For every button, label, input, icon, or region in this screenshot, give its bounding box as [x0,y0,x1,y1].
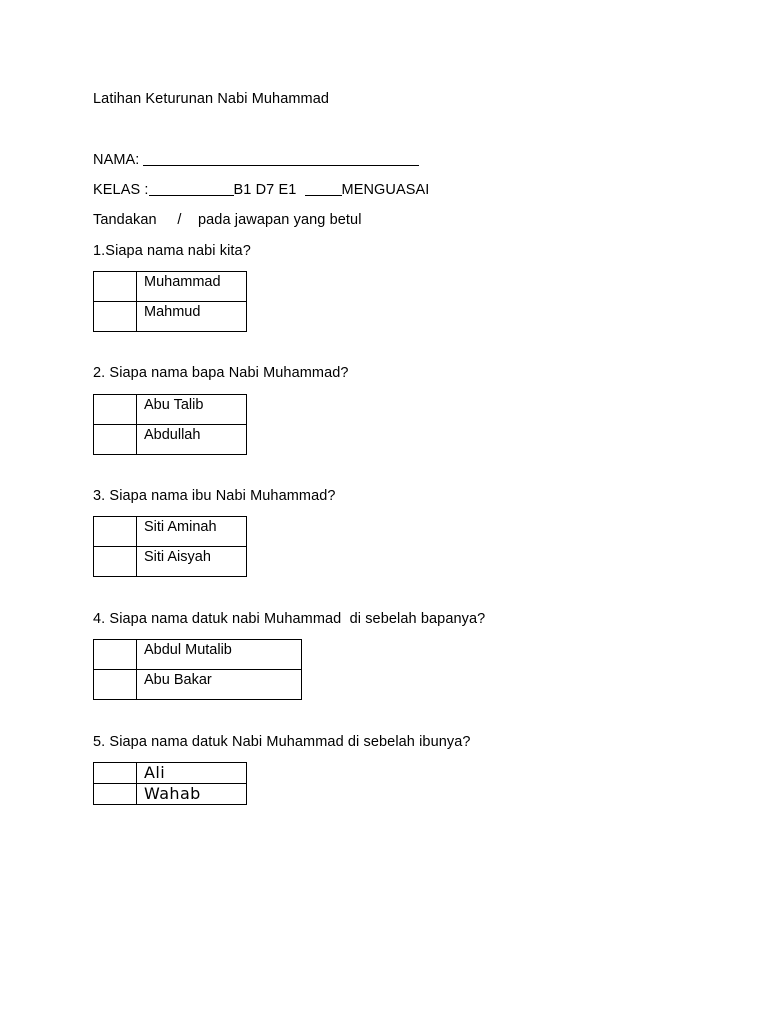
option-row [94,517,247,547]
name-field-row [93,151,419,169]
question-5-options [93,762,247,805]
option-row [94,640,302,670]
option-label: Abu Talib [137,395,247,425]
option-label: Wahab [137,784,247,805]
question-5-text: 5. Siapa nama datuk Nabi Muhammad di sebelah ibunya? [93,734,471,750]
option-label: Abdul Mutalib [137,640,302,670]
option-row [94,425,247,455]
answer-checkbox[interactable] [94,395,137,425]
option-label: Abdullah [137,425,247,455]
name-label: NAMA: [93,152,140,168]
answer-checkbox[interactable] [94,425,137,455]
instruction-text: Tandakan / pada jawapan yang betul [93,212,362,228]
class-level-codes: B1 D7 E1 [233,182,301,198]
option-label: Siti Aminah [137,517,247,547]
mastery-label: MENGUASAI [341,182,430,198]
question-2-options [93,394,247,455]
question-1-text: 1.Siapa nama nabi kita? [93,243,251,259]
option-label: Siti Aisyah [137,547,247,577]
question-3-options [93,516,247,577]
question-3-text: 3. Siapa nama ibu Nabi Muhammad? [93,488,336,504]
answer-checkbox[interactable] [94,547,137,577]
option-row [94,784,247,805]
option-label: Muhammad [137,272,247,302]
question-4-text: 4. Siapa nama datuk nabi Muhammad di sebelah bapanya? [93,611,486,627]
question-4-options [93,639,302,700]
option-row [94,670,302,700]
option-label: Mahmud [137,302,247,332]
answer-checkbox[interactable] [94,670,137,700]
option-row [94,272,247,302]
answer-checkbox[interactable] [94,784,137,805]
mastery-blank-line[interactable] [305,195,342,196]
question-1-options [93,271,247,332]
option-row [94,547,247,577]
option-label: Abu Bakar [137,670,302,700]
answer-checkbox[interactable] [94,517,137,547]
option-row [94,302,247,332]
answer-checkbox[interactable] [94,640,137,670]
question-2-text: 2. Siapa nama bapa Nabi Muhammad? [93,365,349,381]
option-row [94,763,247,784]
class-blank-line[interactable] [149,195,234,196]
option-label: Ali [137,763,247,784]
answer-checkbox[interactable] [94,272,137,302]
name-blank-line[interactable] [143,165,419,166]
option-row [94,395,247,425]
class-label: KELAS : [93,182,149,198]
class-field-row [93,181,429,199]
answer-checkbox[interactable] [94,763,137,784]
answer-checkbox[interactable] [94,302,137,332]
worksheet-title: Latihan Keturunan Nabi Muhammad [93,91,330,107]
